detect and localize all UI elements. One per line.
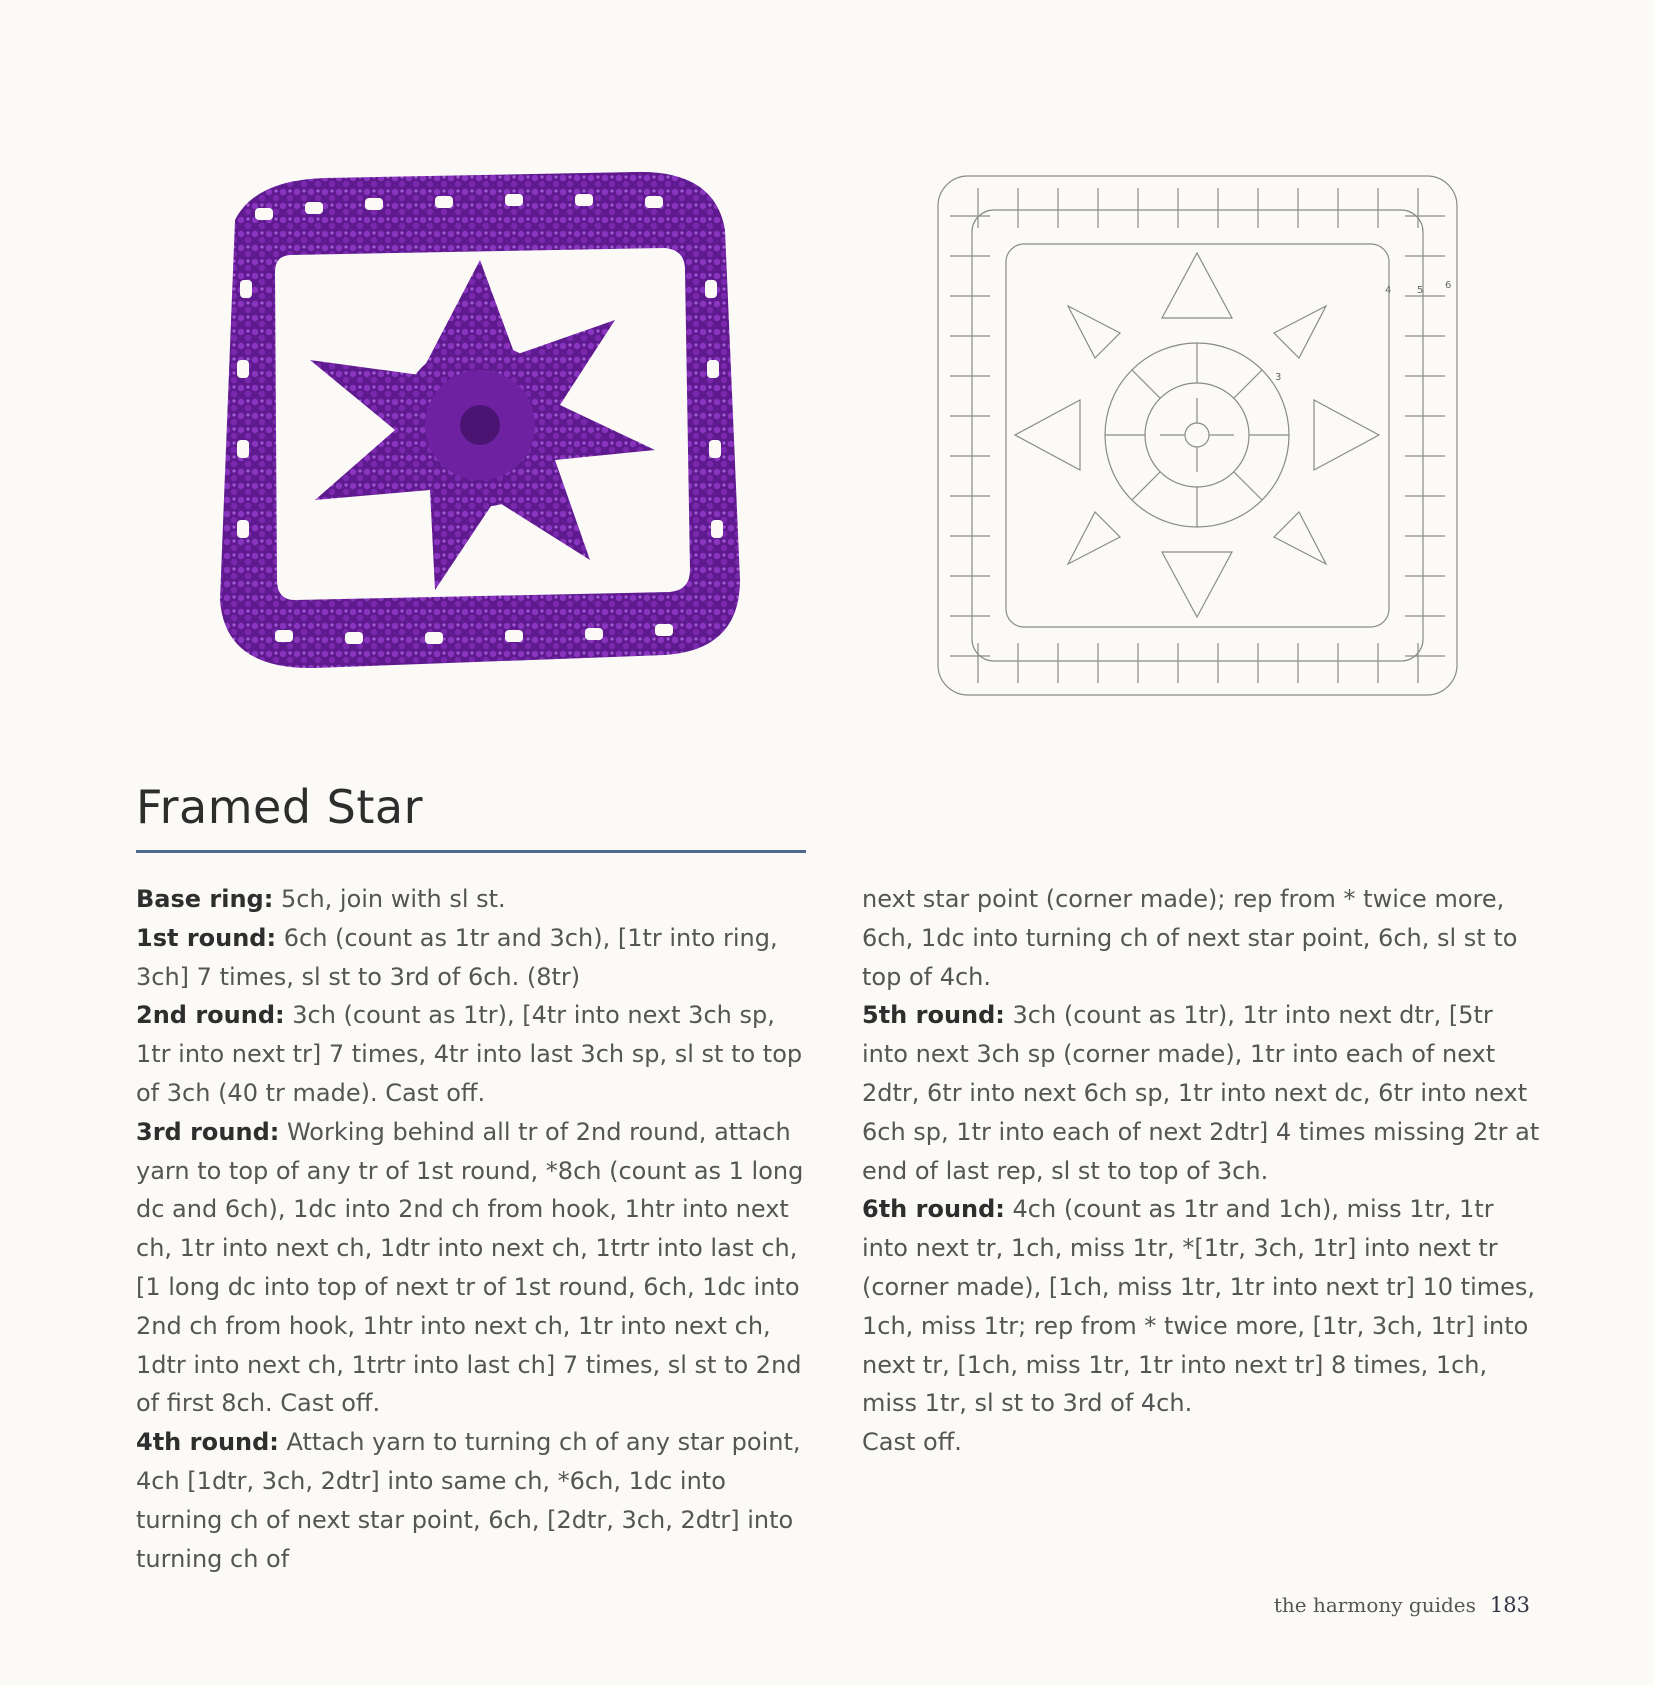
instruction-paragraph: [136, 1113, 816, 1423]
crochet-chart-diagram: [930, 168, 1465, 703]
instruction-paragraph: [136, 880, 816, 919]
page-footer: [1274, 1593, 1530, 1617]
round-text: 5ch, join with sl st.: [273, 885, 506, 913]
crochet-motif-photo: [195, 160, 750, 680]
round-label: 2nd round:: [136, 1001, 285, 1030]
round-text: Attach yarn to turning ch of any star point, 4ch [1dtr, 3ch, 2dtr] into same ch, *6ch, 1dc into turning ch of next star point, 6ch, [2dtr, 3ch, 2dtr] into turning ch of: [136, 1428, 801, 1573]
instruction-paragraph: [136, 996, 816, 1112]
instruction-paragraph: [862, 880, 1542, 996]
instructions-left-column: [136, 880, 816, 1578]
round-text: Cast off.: [862, 1428, 962, 1457]
instruction-paragraph: [862, 996, 1542, 1190]
instruction-paragraph: [862, 1190, 1542, 1423]
round-text: 4ch (count as 1tr and 1ch), miss 1tr, 1tr into next tr, 1ch, miss 1tr, *[1tr, 3ch, 1tr] into next tr (corner made), [1ch, miss 1tr, 1tr into next tr] 10 times, 1ch, miss 1tr; rep from * twice more, [1tr, 3ch, 1tr] into next tr, [1ch, miss 1tr, 1tr into next tr] 8 times, 1ch, miss 1tr, sl st to 3rd of 4ch.: [862, 1195, 1536, 1418]
round-label: 1st round:: [136, 923, 277, 952]
round-label: 4th round:: [136, 1428, 279, 1457]
round-label: 5th round:: [862, 1001, 1005, 1030]
round-label: 6th round:: [862, 1195, 1005, 1224]
round-label: 3rd round:: [136, 1117, 280, 1146]
round-number-3: 3: [1275, 372, 1282, 383]
round-text: next star point (corner made); rep from * twice more, 6ch, 1dc into turning ch of next star point, 6ch, sl st to top of 4ch.: [862, 885, 1518, 991]
round-number-6: 6: [1445, 280, 1452, 291]
round-text: 3ch (count as 1tr), [4tr into next 3ch sp, 1tr into next tr] 7 times, 4tr into last 3ch sp, sl st to top of 3ch (40 tr made). Cast off.: [136, 1001, 803, 1107]
instructions-right-column: [862, 880, 1542, 1462]
page-number: 183: [1489, 1593, 1530, 1617]
title-underline: [136, 850, 806, 853]
round-number-5: 5: [1417, 285, 1424, 296]
round-text: 6ch (count as 1tr and 3ch), [1tr into ring, 3ch] 7 times, sl st to 3rd of 6ch. (8tr): [136, 923, 778, 991]
round-text: 3ch (count as 1tr), 1tr into next dtr, [5tr into next 3ch sp (corner made), 1tr into each of next 2dtr, 6tr into next 6ch sp, 1tr into next dc, 6tr into next 6ch sp, 1tr into each of next 2dtr] 4 times missing 2tr at end of last rep, sl st to top of 3ch.: [862, 1001, 1540, 1185]
round-text: Working behind all tr of 2nd round, attach yarn to top of any tr of 1st round, *8ch (count as 1 long dc and 6ch), 1dc into 2nd ch from hook, 1htr into next ch, 1tr into next ch, 1dtr into next ch, 1trtr into last ch, [1 long dc into top of next tr of 1st round, 6ch, 1dc into 2nd ch from hook, 1htr into next ch, 1tr into next ch, 1dtr into next ch, 1trtr into last ch] 7 times, sl st to 2nd of first 8ch. Cast off.: [136, 1117, 804, 1418]
round-number-4: 4: [1385, 285, 1392, 296]
footer-brand: the harmony guides: [1273, 1593, 1476, 1617]
round-label: Base ring:: [136, 885, 274, 913]
instruction-paragraph: [862, 1423, 1542, 1462]
pattern-title: Framed Star: [136, 780, 423, 834]
instruction-paragraph: [136, 1423, 816, 1578]
instruction-paragraph: [136, 919, 816, 997]
